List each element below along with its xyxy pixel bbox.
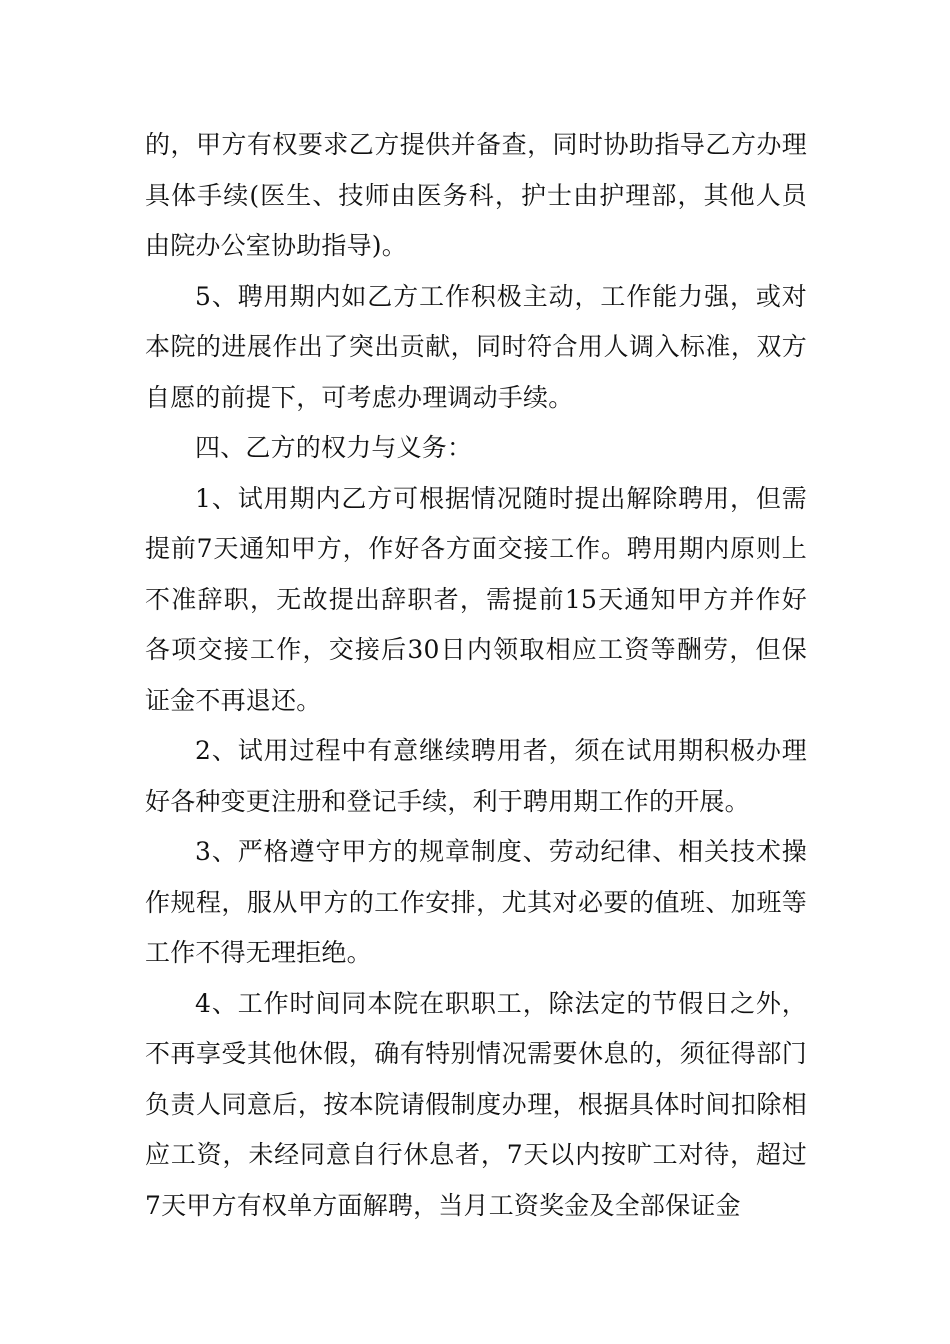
paragraph-item-3: 3、严格遵守甲方的规章制度、劳动纪律、相关技术操作规程，服从甲方的工作安排，尤其对必要的值班、加班等工作不得无理拒绝。 bbox=[145, 837, 807, 967]
paragraph-item-1: 1、试用期内乙方可根据情况随时提出解除聘用，但需提前7天通知甲方，作好各方面交接工作。聘用期内原则上不准辞职，无故提出辞职者，需提前15天通知甲方并作好各项交接工作，交接后30日内领取相应工资等酬劳，但保证金不再退还。 bbox=[145, 483, 807, 715]
paragraph-item-4: 4、工作时间同本院在职职工，除法定的节假日之外，不再享受其他休假，确有特别情况需要休息的，须征得部门负责人同意后，按本院请假制度办理，根据具体时间扣除相应工资，未经同意自行休息者，7天以内按旷工对待，超过7天甲方有权单方面解聘，当月工资奖金及全部保证金 bbox=[145, 988, 807, 1220]
paragraph-item-5: 5、聘用期内如乙方工作积极主动，工作能力强，或对本院的进展作出了突出贡献，同时符合用人调入标准，双方自愿的前提下，可考虑办理调动手续。 bbox=[145, 281, 807, 412]
paragraph-item-2: 2、试用过程中有意继续聘用者，须在试用期积极办理好各种变更注册和登记手续，利于聘用期工作的开展。 bbox=[145, 736, 807, 816]
paragraph-continued: 的，甲方有权要求乙方提供并备查，同时协助指导乙方办理具体手续(医生、技师由医务科，护士由护理部，其他人员由院办公室协助指导)。 bbox=[145, 130, 807, 260]
document-body bbox=[145, 120, 807, 1231]
section-heading-party-b-rights: 四、乙方的权力与义务： bbox=[195, 433, 473, 462]
